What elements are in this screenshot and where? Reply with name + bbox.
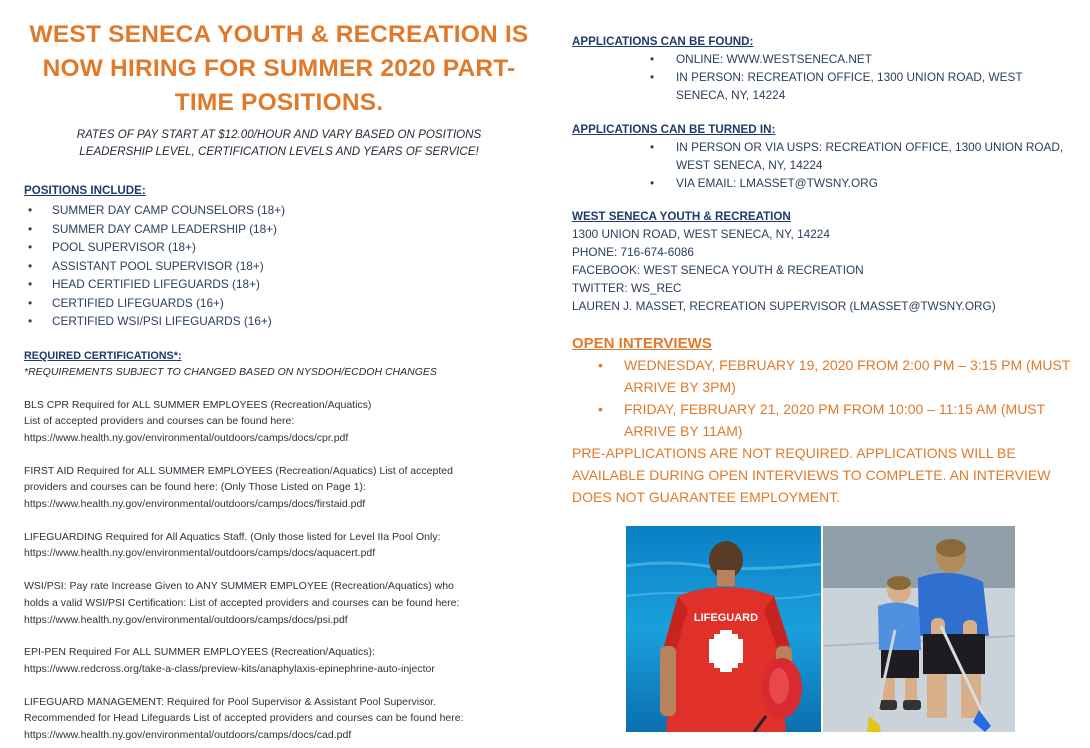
list-item: • FRIDAY, FEBRUARY 21, 2020 PM FROM 10:00 – 11:15 AM (MUST ARRIVE BY 11AM) xyxy=(624,398,1072,442)
list-item: • IN PERSON OR VIA USPS: RECREATION OFFICE, 1300 UNION ROAD, WEST SENECA, NY, 14224 xyxy=(676,138,1072,174)
bls-line-1: BLS CPR Required for ALL SUMMER EMPLOYEES (Recreation/Aquatics) xyxy=(24,398,372,411)
epipen-link[interactable]: https://www.redcross.org/take-a-class/preview-kits/anaphylaxis-epinephrine-auto-injector xyxy=(24,662,435,675)
contact-phone: PHONE: 716-674-6086 xyxy=(572,245,694,259)
contact-supervisor: LAUREN J. MASSET, RECREATION SUPERVISOR (LMASSET@TWSNY.ORG) xyxy=(572,299,996,313)
positions-section xyxy=(24,183,534,331)
applications-found-list xyxy=(572,50,1072,104)
headline-line-3: TIME POSITIONS. xyxy=(174,89,384,116)
interview-dates-list xyxy=(572,354,1072,442)
first-aid-block xyxy=(24,463,534,513)
lifeguarding-link[interactable]: https://www.health.ny.gov/environmental/outdoors/camps/docs/aquacert.pdf xyxy=(24,547,376,560)
management-link[interactable]: https://www.health.ny.gov/environmental/outdoors/camps/docs/cad.pdf xyxy=(24,729,352,742)
contact-heading: WEST SENECA YOUTH & RECREATION xyxy=(572,210,791,223)
positions-heading: POSITIONS INCLUDE: xyxy=(24,184,146,197)
firstaid-line-2: providers and courses can be found here: (Only Those Listed on Page 1): xyxy=(24,481,366,494)
positions-list xyxy=(24,201,534,331)
wsi-line-1: WSI/PSI: Pay rate Increase Given to ANY SUMMER EMPLOYEE (Recreation/Aquatics) who xyxy=(24,580,454,593)
epi-pen-block xyxy=(24,644,534,677)
list-item: • CERTIFIED LIFEGUARDS (16+) xyxy=(52,294,534,313)
contact-section xyxy=(572,209,1072,315)
bls-line-2: List of accepted providers and courses can be found here: xyxy=(24,415,295,428)
epipen-line-1: EPI-PEN Required For ALL SUMMER EMPLOYEES (Recreation/Aquatics): xyxy=(24,646,375,659)
headline-line-2: NOW HIRING FOR SUMMER 2020 PART- xyxy=(42,55,516,82)
interview-note: PRE-APPLICATIONS ARE NOT REQUIRED. APPLICATIONS WILL BE AVAILABLE DURING OPEN INTERVIEWS TO COMPLETE. AN INTERVIEW DOES NOT GUARANTEE EMPLOYMENT. xyxy=(572,445,1051,505)
lifeguarding-line-1: LIFEGUARDING Required for All Aquatics Staff. (Only those listed for Level IIa Pool Only: xyxy=(24,530,441,543)
pay-rate-note xyxy=(24,126,534,160)
lifeguarding-block xyxy=(24,529,534,562)
lifeguard-illustration xyxy=(626,526,821,732)
page-headline xyxy=(24,18,534,120)
applications-turned-in-list xyxy=(572,138,1072,192)
applications-found-section xyxy=(572,34,1072,104)
list-item: • SUMMER DAY CAMP LEADERSHIP (18+) xyxy=(52,220,534,239)
list-item: • ASSISTANT POOL SUPERVISOR (18+) xyxy=(52,257,534,276)
certifications-heading: REQUIRED CERTIFICATIONS*: xyxy=(24,349,182,362)
applications-found-heading: APPLICATIONS CAN BE FOUND: xyxy=(572,35,754,48)
firstaid-link[interactable]: https://www.health.ny.gov/environmental/outdoors/camps/docs/firstaid.pdf xyxy=(24,498,366,511)
left-column xyxy=(24,18,534,744)
pay-rate-line-1: RATES OF PAY START AT $12.00/HOUR AND VARY BASED ON POSITIONS xyxy=(76,128,482,141)
bls-cpr-block xyxy=(24,397,534,447)
list-item: • SUMMER DAY CAMP COUNSELORS (18+) xyxy=(52,201,534,220)
certifications-note: *REQUIREMENTS SUBJECT TO CHANGED BASED ON NYSDOH/ECDOH CHANGES xyxy=(24,365,437,378)
management-line-2: Recommended for Head Lifeguards List of accepted providers and courses can be found here: xyxy=(24,712,464,725)
lifeguard-management-block xyxy=(24,694,534,744)
pay-rate-line-2: LEADERSHIP LEVEL, CERTIFICATION LEVELS AND YEARS OF SERVICE! xyxy=(79,145,479,158)
bls-link[interactable]: https://www.health.ny.gov/environmental/outdoors/camps/docs/cpr.pdf xyxy=(24,431,349,444)
firstaid-line-1: FIRST AID Required for ALL SUMMER EMPLOYEES (Recreation/Aquatics) List of accepted xyxy=(24,464,453,477)
contact-facebook: FACEBOOK: WEST SENECA YOUTH & RECREATION xyxy=(572,263,864,277)
list-item: • POOL SUPERVISOR (18+) xyxy=(52,238,534,257)
wsi-link[interactable]: https://www.health.ny.gov/environmental/outdoors/camps/docs/psi.pdf xyxy=(24,613,348,626)
management-line-1: LIFEGUARD MANAGEMENT: Required for Pool Supervisor & Assistant Pool Supervisor. xyxy=(24,695,436,708)
open-interviews-section xyxy=(572,334,1072,508)
open-interviews-heading: OPEN INTERVIEWS xyxy=(572,335,712,352)
lifeguard-photo xyxy=(626,526,821,732)
headline-line-1: WEST SENECA YOUTH & RECREATION IS xyxy=(29,21,529,48)
wsi-psi-block xyxy=(24,578,534,628)
list-item: • WEDNESDAY, FEBRUARY 19, 2020 FROM 2:00 PM – 3:15 PM (MUST ARRIVE BY 3PM) xyxy=(624,354,1072,398)
applications-turned-in-section xyxy=(572,122,1072,192)
applications-turned-in-heading: APPLICATIONS CAN BE TURNED IN: xyxy=(572,123,776,136)
list-item: • IN PERSON: RECREATION OFFICE, 1300 UNION ROAD, WEST SENECA, NY, 14224 xyxy=(676,68,1072,104)
list-item: • CERTIFIED WSI/PSI LIFEGUARDS (16+) xyxy=(52,312,534,331)
floor-hockey-illustration xyxy=(823,526,1015,732)
shirt-label: LIFEGUARD xyxy=(693,612,759,624)
contact-address: 1300 UNION ROAD, WEST SENECA, NY, 14224 xyxy=(572,227,830,241)
right-column xyxy=(572,34,1072,508)
floor-hockey-photo xyxy=(823,526,1015,732)
wsi-line-2: holds a valid WSI/PSI Certification: List of accepted providers and courses can be found here: xyxy=(24,596,460,609)
list-item: • VIA EMAIL: LMASSET@TWSNY.ORG xyxy=(676,174,1072,192)
contact-twitter: TWITTER: WS_REC xyxy=(572,281,682,295)
list-item: • ONLINE: WWW.WESTSENECA.NET xyxy=(676,50,1072,68)
list-item: • HEAD CERTIFIED LIFEGUARDS (18+) xyxy=(52,275,534,294)
certifications-section xyxy=(24,348,534,744)
